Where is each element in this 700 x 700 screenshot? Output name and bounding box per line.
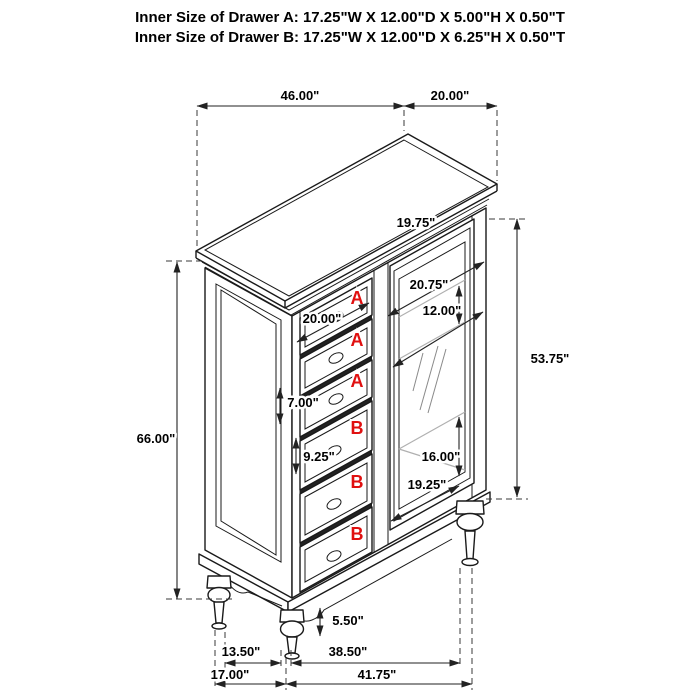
- drawer-letter: A: [350, 330, 364, 350]
- dim-label-4175: 41.75": [357, 667, 397, 682]
- dim-label-1975: 19.75": [396, 215, 436, 230]
- dim-label-3850: 38.50": [328, 644, 368, 659]
- drawer-b-inner-size-text: Inner Size of Drawer B: 17.25"W X 12.00"D X 6.25"H X 0.50"T: [134, 29, 566, 46]
- dim-label-12: 12.00": [422, 303, 462, 318]
- drawer-letter: B: [350, 524, 364, 544]
- front-foot: [280, 610, 304, 659]
- dim-right-side-height: [486, 219, 569, 499]
- dim-label-2075: 20.75": [409, 277, 449, 292]
- dim-label-46: 46.00": [280, 88, 320, 103]
- drawer-letter: B: [350, 418, 364, 438]
- dim-label-1700: 17.00": [210, 667, 250, 682]
- drawer-a-inner-size-text: Inner Size of Drawer A: 17.25"W X 12.00"D X 5.00"H X 0.50"T: [135, 9, 565, 26]
- dim-top-width: [197, 88, 404, 106]
- drawer-letter: B: [350, 472, 364, 492]
- drawer-letter: A: [350, 288, 364, 308]
- dim-label-20-top: 20.00": [430, 88, 470, 103]
- dim-base-width-outer: [286, 667, 472, 684]
- dim-base-depth-outer: [211, 667, 286, 684]
- dim-label-20-drawer: 20.00": [302, 311, 342, 326]
- right-foot: [456, 501, 484, 566]
- dim-base-width-inner: [291, 644, 460, 663]
- dim-label-1925: 19.25": [407, 477, 447, 492]
- dim-label-1350: 13.50": [221, 644, 261, 659]
- dim-label-5375: 53.75": [530, 351, 570, 366]
- drawer-letter: A: [350, 371, 364, 391]
- dim-label-700: 7.00": [287, 395, 319, 410]
- dim-label-66: 66.00": [136, 431, 176, 446]
- dim-base-depth-inner: [222, 644, 281, 663]
- dim-label-925: 9.25": [303, 449, 335, 464]
- dim-top-depth: [404, 88, 497, 106]
- cabinet-drawing: [196, 134, 497, 659]
- left-foot: [207, 576, 231, 629]
- dim-label-16: 16.00": [421, 449, 461, 464]
- dim-label-550: 5.50": [332, 613, 364, 628]
- dim-foot-height: [320, 608, 364, 636]
